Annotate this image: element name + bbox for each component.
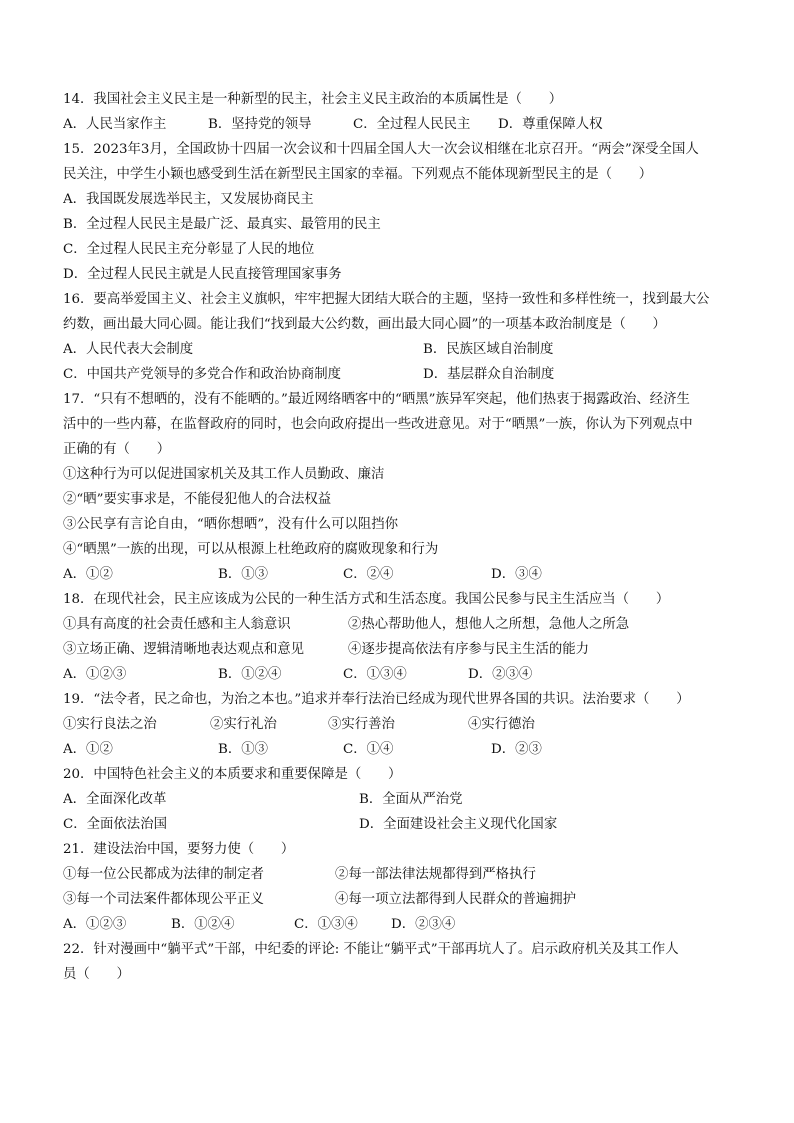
statement-4: ④逐步提高依法有序参与民主生活的能力 (348, 642, 590, 657)
option-c: C．中国共产党领导的多党合作和政治协商制度 (63, 367, 342, 382)
question-19-statements (63, 712, 735, 737)
statement-2: ②每一部法律法规都得到严格执行 (335, 867, 536, 882)
option-b: B．①②④ (218, 667, 282, 682)
question-19-options (63, 737, 735, 762)
option-d: D．全过程人民民主就是人民直接管理国家事务 (63, 267, 342, 282)
option-b: B．全面从严治党 (359, 792, 463, 807)
option-d: D．基层群众自治制度 (423, 367, 555, 382)
option-c: C．全面依法治国 (63, 817, 167, 832)
statement-1: ①这种行为可以促进国家机关及其工作人员勤政、廉洁 (63, 467, 385, 482)
question-20-stem: 20．中国特色社会主义的本质要求和重要保障是（ ） (63, 767, 402, 782)
question-16-options-row1 (63, 337, 735, 362)
option-c: C．①④ (343, 742, 394, 757)
question-22-stem: 22．针对漫画中“躺平式”干部，中纪委的评论: 不能让“躺平式”干部再坑人了。启示政府机关及其工作人 (63, 942, 679, 957)
statement-4: ④实行德治 (468, 717, 535, 732)
question-20-options-row2 (63, 812, 735, 837)
statement-3: ③实行善治 (328, 717, 395, 732)
question-20-options-row1 (63, 787, 735, 812)
option-a: A．人民代表大会制度 (63, 342, 194, 357)
question-21-options (63, 912, 735, 937)
option-b: B．民族区域自治制度 (423, 342, 554, 357)
option-a: A．全面深化改革 (63, 792, 167, 807)
question-17-stem-cont: 活中的一些内幕，在监督政府的同时，也会向政府提出一些改进意见。对于“晒黑”一族，你认为下列观点中 (63, 417, 693, 432)
statement-3: ③每一个司法案件都体现公平正义 (63, 892, 264, 907)
question-18-statements-row2 (63, 637, 735, 662)
statement-2: ②热心帮助他人，想他人之所想，急他人之所急 (348, 617, 630, 632)
option-a: A．①②③ (63, 667, 127, 682)
statement-3: ③公民享有言论自由，“晒你想晒”，没有什么可以阻挡你 (63, 517, 399, 532)
option-b: B．全过程人民民主是最广泛、最真实、最管用的民主 (63, 217, 381, 232)
option-c: C．②④ (343, 567, 394, 582)
statement-3: ③立场正确、逻辑清晰地表达观点和意见 (63, 642, 305, 657)
option-b: B．①③ (218, 567, 269, 582)
question-16-stem: 16．要高举爱国主义、社会主义旗帜，牢牢把握大团结大联合的主题，坚持一致性和多样性统一，找到最大公 (63, 292, 710, 307)
option-a: A．我国既发展选举民主，又发展协商民主 (63, 192, 314, 207)
option-c: C．①③④ (294, 917, 358, 932)
question-15-stem: 15．2023年3月，全国政协十四届一次会议和十四届全国人大一次会议相继在北京召开。“两会”深受全国人 (63, 142, 699, 157)
statement-1: ①每一位公民都成为法律的制定者 (63, 867, 264, 882)
option-b: B．①②④ (171, 917, 235, 932)
option-d: D．②③④ (468, 667, 533, 682)
question-21-statements-row2 (63, 887, 735, 912)
statement-1: ①具有高度的社会责任感和主人翁意识 (63, 617, 291, 632)
statement-4: ④“晒黑”一族的出现，可以从根源上杜绝政府的腐败现象和行为 (63, 542, 439, 557)
question-22-stem-cont: 员（ ） (63, 967, 130, 982)
question-16-stem-cont: 约数，画出最大同心圆。能让我们“找到最大公约数，画出最大同心圆”的一项基本政治制度是（ ） (63, 317, 666, 332)
question-18-statements-row1 (63, 612, 735, 637)
option-b: B．坚持党的领导 (208, 117, 312, 132)
question-21-statements-row1 (63, 862, 735, 887)
question-21-stem: 21．建设法治中国，要努力使（ ） (63, 842, 295, 857)
option-c: C．全过程人民民主充分彰显了人民的地位 (63, 242, 315, 257)
question-14-stem: 14．我国社会主义民主是一种新型的民主，社会主义民主政治的本质属性是（ ） (63, 92, 563, 107)
option-c: C．全过程人民民主 (353, 117, 471, 132)
option-a: A．①② (63, 742, 113, 757)
question-18-options (63, 662, 735, 687)
question-16-options-row2 (63, 362, 735, 387)
option-d: D．全面建设社会主义现代化国家 (359, 817, 558, 832)
option-d: D．尊重保障人权 (498, 117, 603, 132)
option-d: D．③④ (491, 567, 542, 582)
option-a: A．①② (63, 567, 113, 582)
question-15-stem-cont: 民关注，中学生小颖也感受到生活在新型民主国家的幸福。下列观点不能体现新型民主的是（ ） (63, 167, 653, 182)
question-14-options (63, 112, 735, 137)
statement-2: ②实行礼治 (210, 717, 277, 732)
option-d: D．②③ (491, 742, 542, 757)
option-b: B．①③ (218, 742, 269, 757)
statement-2: ②“晒”要实事求是，不能侵犯他人的合法权益 (63, 492, 332, 507)
question-18-stem: 18．在现代社会，民主应该成为公民的一种生活方式和生活态度。我国公民参与民主生活应当（ ） (63, 592, 670, 607)
option-a: A．人民当家作主 (63, 117, 167, 132)
statement-1: ①实行良法之治 (63, 717, 157, 732)
question-19-stem: 19．“法令者，民之命也，为治之本也。”追求并奉行法治已经成为现代世界各国的共识。法治要求（ ） (63, 692, 690, 707)
option-d: D．②③④ (391, 917, 456, 932)
question-17-options (63, 562, 735, 587)
exam-page (63, 87, 735, 987)
question-17-stem-end: 正确的有（ ） (63, 442, 171, 457)
option-c: C．①③④ (343, 667, 407, 682)
statement-4: ④每一项立法都得到人民群众的普遍拥护 (335, 892, 577, 907)
option-a: A．①②③ (63, 917, 127, 932)
question-17-stem: 17．“只有不想晒的，没有不能晒的。”最近网络晒客中的“晒黑”族异军突起，他们热衷于揭露政治、经济生 (63, 392, 690, 407)
